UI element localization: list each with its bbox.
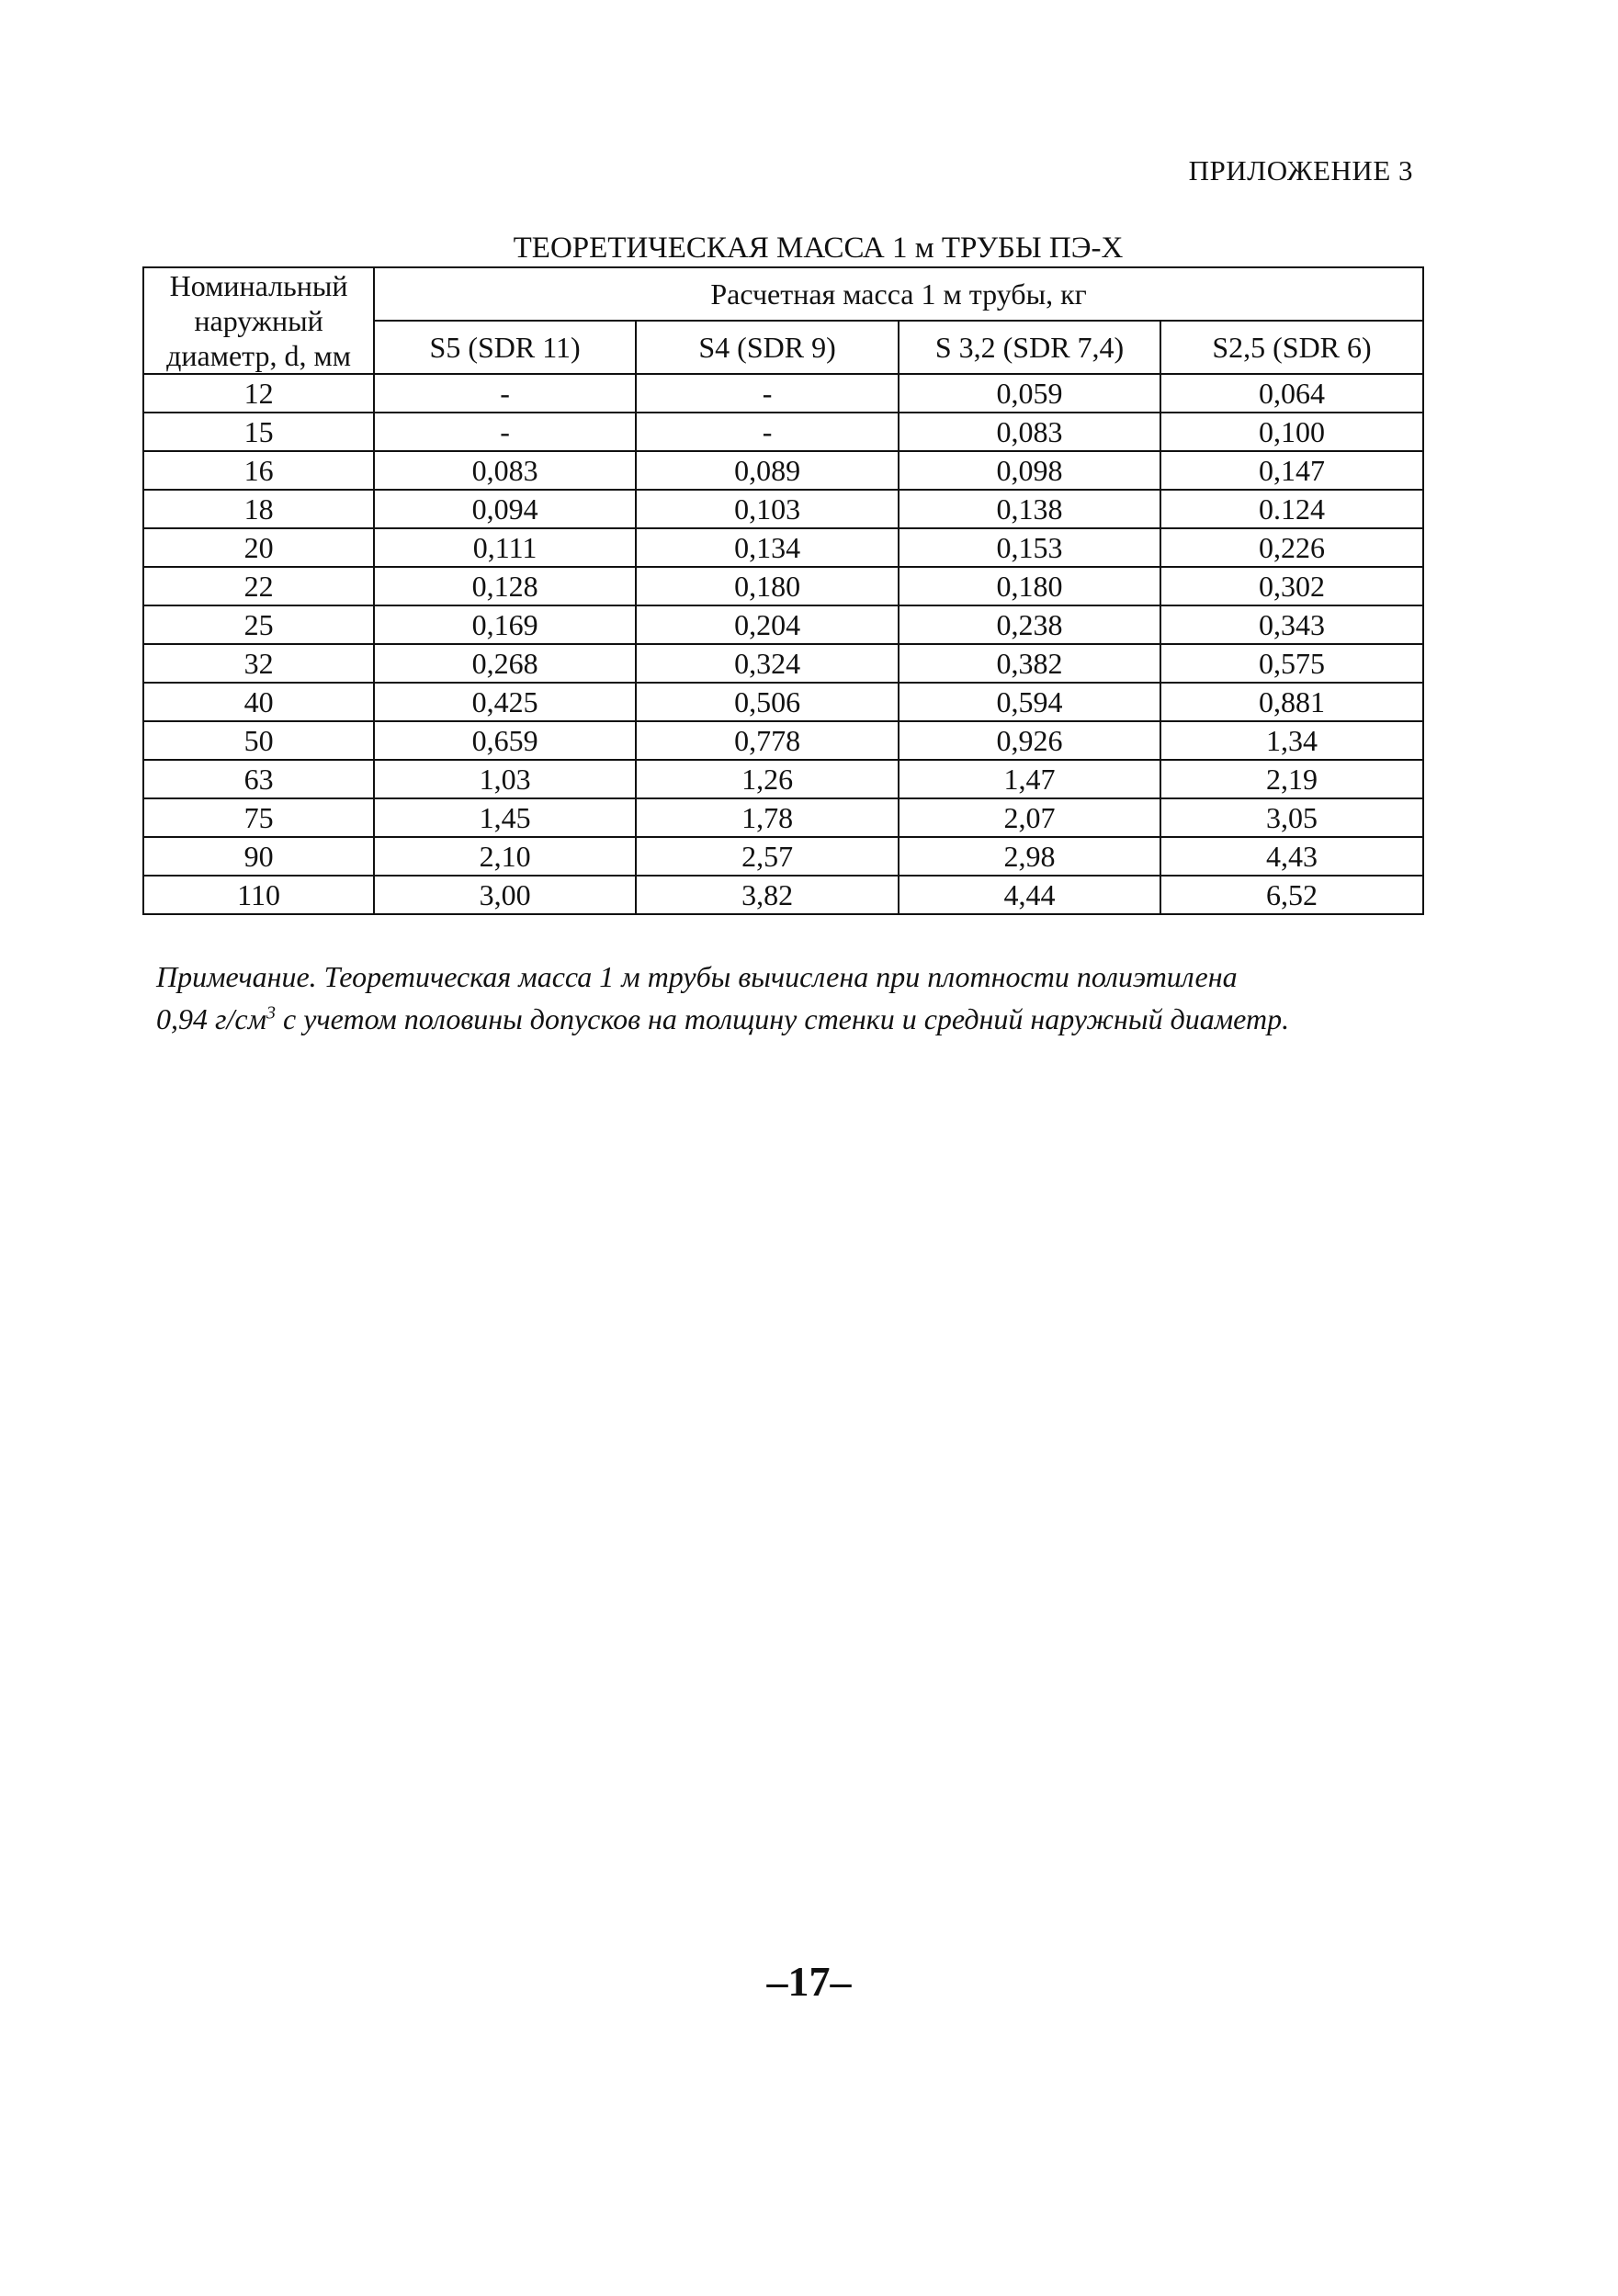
mass-cell: 0,926 [899,721,1160,760]
mass-cell: - [636,413,899,451]
mass-cell: 0,147 [1160,451,1423,490]
mass-cell: 0,226 [1160,528,1423,567]
table-row [143,567,1423,605]
diameter-cell: 63 [143,760,374,798]
mass-cell: 4,44 [899,876,1160,914]
mass-cell: 0,153 [899,528,1160,567]
mass-cell: 1,78 [636,798,899,837]
diameter-cell: 18 [143,490,374,528]
mass-cell: 0,382 [899,644,1160,683]
table-row [143,760,1423,798]
mass-cell: 0,128 [374,567,636,605]
diameter-cell: 16 [143,451,374,490]
mass-cell: 0,268 [374,644,636,683]
diameter-cell: 20 [143,528,374,567]
mass-cell: 1,45 [374,798,636,837]
mass-cell: 2,98 [899,837,1160,876]
table-note [156,956,1424,1040]
table-row [143,528,1423,567]
mass-cell: 0,059 [899,374,1160,413]
table-row [143,837,1423,876]
column-header: S 3,2 (SDR 7,4) [899,321,1160,374]
table-row [143,374,1423,413]
mass-group-header: Расчетная масса 1 м трубы, кг [374,267,1423,321]
note-line-2: 0,94 $г/см^3$ с учетом половины допусков на толщину стенки и средний наружный диаметр. [156,1002,1290,1035]
mass-cell: 3,05 [1160,798,1423,837]
mass-cell: 0,778 [636,721,899,760]
mass-cell: 0,324 [636,644,899,683]
diameter-header: Номинальный наружный диаметр, d, мм [143,267,374,374]
mass-cell: 0,094 [374,490,636,528]
mass-cell: 3,00 [374,876,636,914]
mass-cell: 0,089 [636,451,899,490]
mass-cell: 0,506 [636,683,899,721]
mass-cell: 0,302 [1160,567,1423,605]
table-row [143,605,1423,644]
mass-cell: 0,180 [636,567,899,605]
mass-table [142,266,1424,915]
mass-cell: 0,204 [636,605,899,644]
mass-cell: 1,47 [899,760,1160,798]
column-header: S5 (SDR 11) [374,321,636,374]
mass-cell: 1,03 [374,760,636,798]
mass-cell: 0,169 [374,605,636,644]
mass-cell: 2,07 [899,798,1160,837]
mass-cell: 0,238 [899,605,1160,644]
mass-cell: 0,083 [374,451,636,490]
mass-cell: 0,098 [899,451,1160,490]
diameter-cell: 32 [143,644,374,683]
mass-cell: 0,100 [1160,413,1423,451]
diameter-cell: 75 [143,798,374,837]
mass-cell: 0,881 [1160,683,1423,721]
mass-cell: - [374,413,636,451]
mass-cell: - [374,374,636,413]
diameter-cell: 12 [143,374,374,413]
cube-superscript: 3 [266,1002,276,1024]
table-row [143,721,1423,760]
mass-cell: 2,10 [374,837,636,876]
diameter-cell: 25 [143,605,374,644]
mass-cell: 0,659 [374,721,636,760]
note-line-1: Примечание. Теоретическая масса 1 м трубы вычислена при плотности полиэтилена [156,960,1238,993]
mass-cell: 1,34 [1160,721,1423,760]
table-row [143,413,1423,451]
mass-cell: 3,82 [636,876,899,914]
mass-cell: 2,19 [1160,760,1423,798]
table-row [143,451,1423,490]
table-row [143,798,1423,837]
mass-cell: 0,594 [899,683,1160,721]
table-row [143,683,1423,721]
column-header: S2,5 (SDR 6) [1160,321,1423,374]
column-header: S4 (SDR 9) [636,321,899,374]
mass-cell: 0,111 [374,528,636,567]
table-row [143,644,1423,683]
page-number: –17– [766,1958,852,2005]
diameter-cell: 90 [143,837,374,876]
mass-cell: 2,57 [636,837,899,876]
mass-cell: 0,425 [374,683,636,721]
mass-cell: 0,180 [899,567,1160,605]
mass-cell: 0,103 [636,490,899,528]
diameter-cell: 50 [143,721,374,760]
appendix-label: ПРИЛОЖЕНИЕ 3 [1188,154,1413,187]
mass-cell: 0,138 [899,490,1160,528]
table-row [143,490,1423,528]
mass-cell: 0,134 [636,528,899,567]
diameter-cell: 110 [143,876,374,914]
mass-cell: 1,26 [636,760,899,798]
mass-cell: 0,575 [1160,644,1423,683]
mass-cell: 0,064 [1160,374,1423,413]
table-row [143,876,1423,914]
diameter-cell: 40 [143,683,374,721]
diameter-cell: 22 [143,567,374,605]
diameter-cell: 15 [143,413,374,451]
mass-cell: 0,343 [1160,605,1423,644]
mass-cell: - [636,374,899,413]
mass-cell: 4,43 [1160,837,1423,876]
table-title: ТЕОРЕТИЧЕСКАЯ МАССА 1 м ТРУБЫ ПЭ-Х [513,232,1124,265]
mass-cell: 0.124 [1160,490,1423,528]
mass-cell: 0,083 [899,413,1160,451]
table-body [143,374,1423,914]
mass-cell: 6,52 [1160,876,1423,914]
